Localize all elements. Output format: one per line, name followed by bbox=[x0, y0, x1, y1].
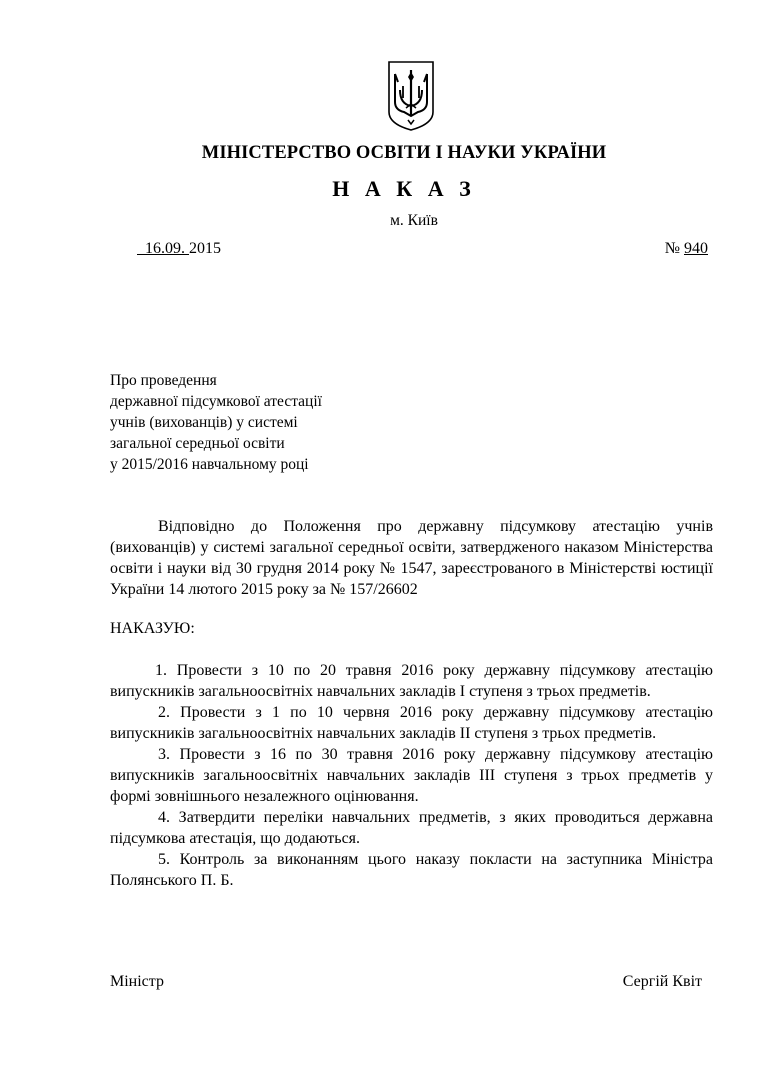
subject-line: у 2015/2016 навчальному році bbox=[110, 456, 309, 473]
subject-line: державної підсумкової атестації bbox=[110, 393, 322, 410]
coat-of-arms-emblem bbox=[386, 60, 436, 132]
intro-paragraph: Відповідно до Положення про державну підсумкову атестацію учнів (вихованців) у системі загальної середньої освіти, затвердженого наказом Міністерства освіти і науки від 30 грудня 2014 року № 1547, зареєстрованого в Міністерстві юстиції України 14 лютого 2015 року за № 157/26602 bbox=[110, 518, 713, 598]
city: м. Київ bbox=[390, 212, 438, 229]
order-item: 4. Затвердити переліки навчальних предметів, з яких проводиться державна підсумкова атестація, що додаються. bbox=[110, 809, 713, 847]
order-item: 5. Контроль за виконанням цього наказу покласти на заступника Міністра Полянського П. Б. bbox=[110, 851, 713, 889]
order-item: 2. Провести з 1 по 10 червня 2016 року державну підсумкову атестацію випускників загальноосвітніх навчальних закладів ІІ ступеня з трьох предметів. bbox=[110, 704, 713, 742]
document-type-heading: Н А К А З bbox=[332, 176, 476, 201]
subject-line: Про проведення bbox=[110, 372, 217, 389]
document-number bbox=[665, 240, 708, 258]
subject-line: загальної середньої освіти bbox=[110, 435, 285, 452]
subject-line: учнів (вихованців) у системі bbox=[110, 414, 298, 431]
order-item: 1. Провести з 10 по 20 травня 2016 року державну підсумкову атестацію випускників загальноосвітніх навчальних закладів І ступеня з трьох предметів. bbox=[110, 662, 713, 700]
subject-block bbox=[110, 370, 410, 475]
number-value: 940 bbox=[684, 240, 708, 257]
signatory-name: Сергій Квіт bbox=[622, 973, 702, 990]
date-year: 2015 bbox=[189, 240, 221, 257]
ministry-title: МІНІСТЕРСТВО ОСВІТИ І НАУКИ УКРАЇНИ bbox=[201, 143, 607, 163]
number-prefix: № bbox=[664, 240, 684, 257]
order-word: НАКАЗУЮ: bbox=[110, 620, 195, 637]
order-item: 3. Провести з 16 по 30 травня 2016 року державну підсумкову атестацію випускників загальноосвітніх навчальних закладів ІІІ ступеня з трьох предметів у формі зовнішнього незалежного оцінювання. bbox=[110, 746, 713, 805]
signatory-title: Міністр bbox=[110, 973, 164, 990]
order-items bbox=[110, 660, 713, 891]
date-day-month: 16.09. bbox=[137, 240, 189, 257]
document-date bbox=[137, 240, 221, 258]
